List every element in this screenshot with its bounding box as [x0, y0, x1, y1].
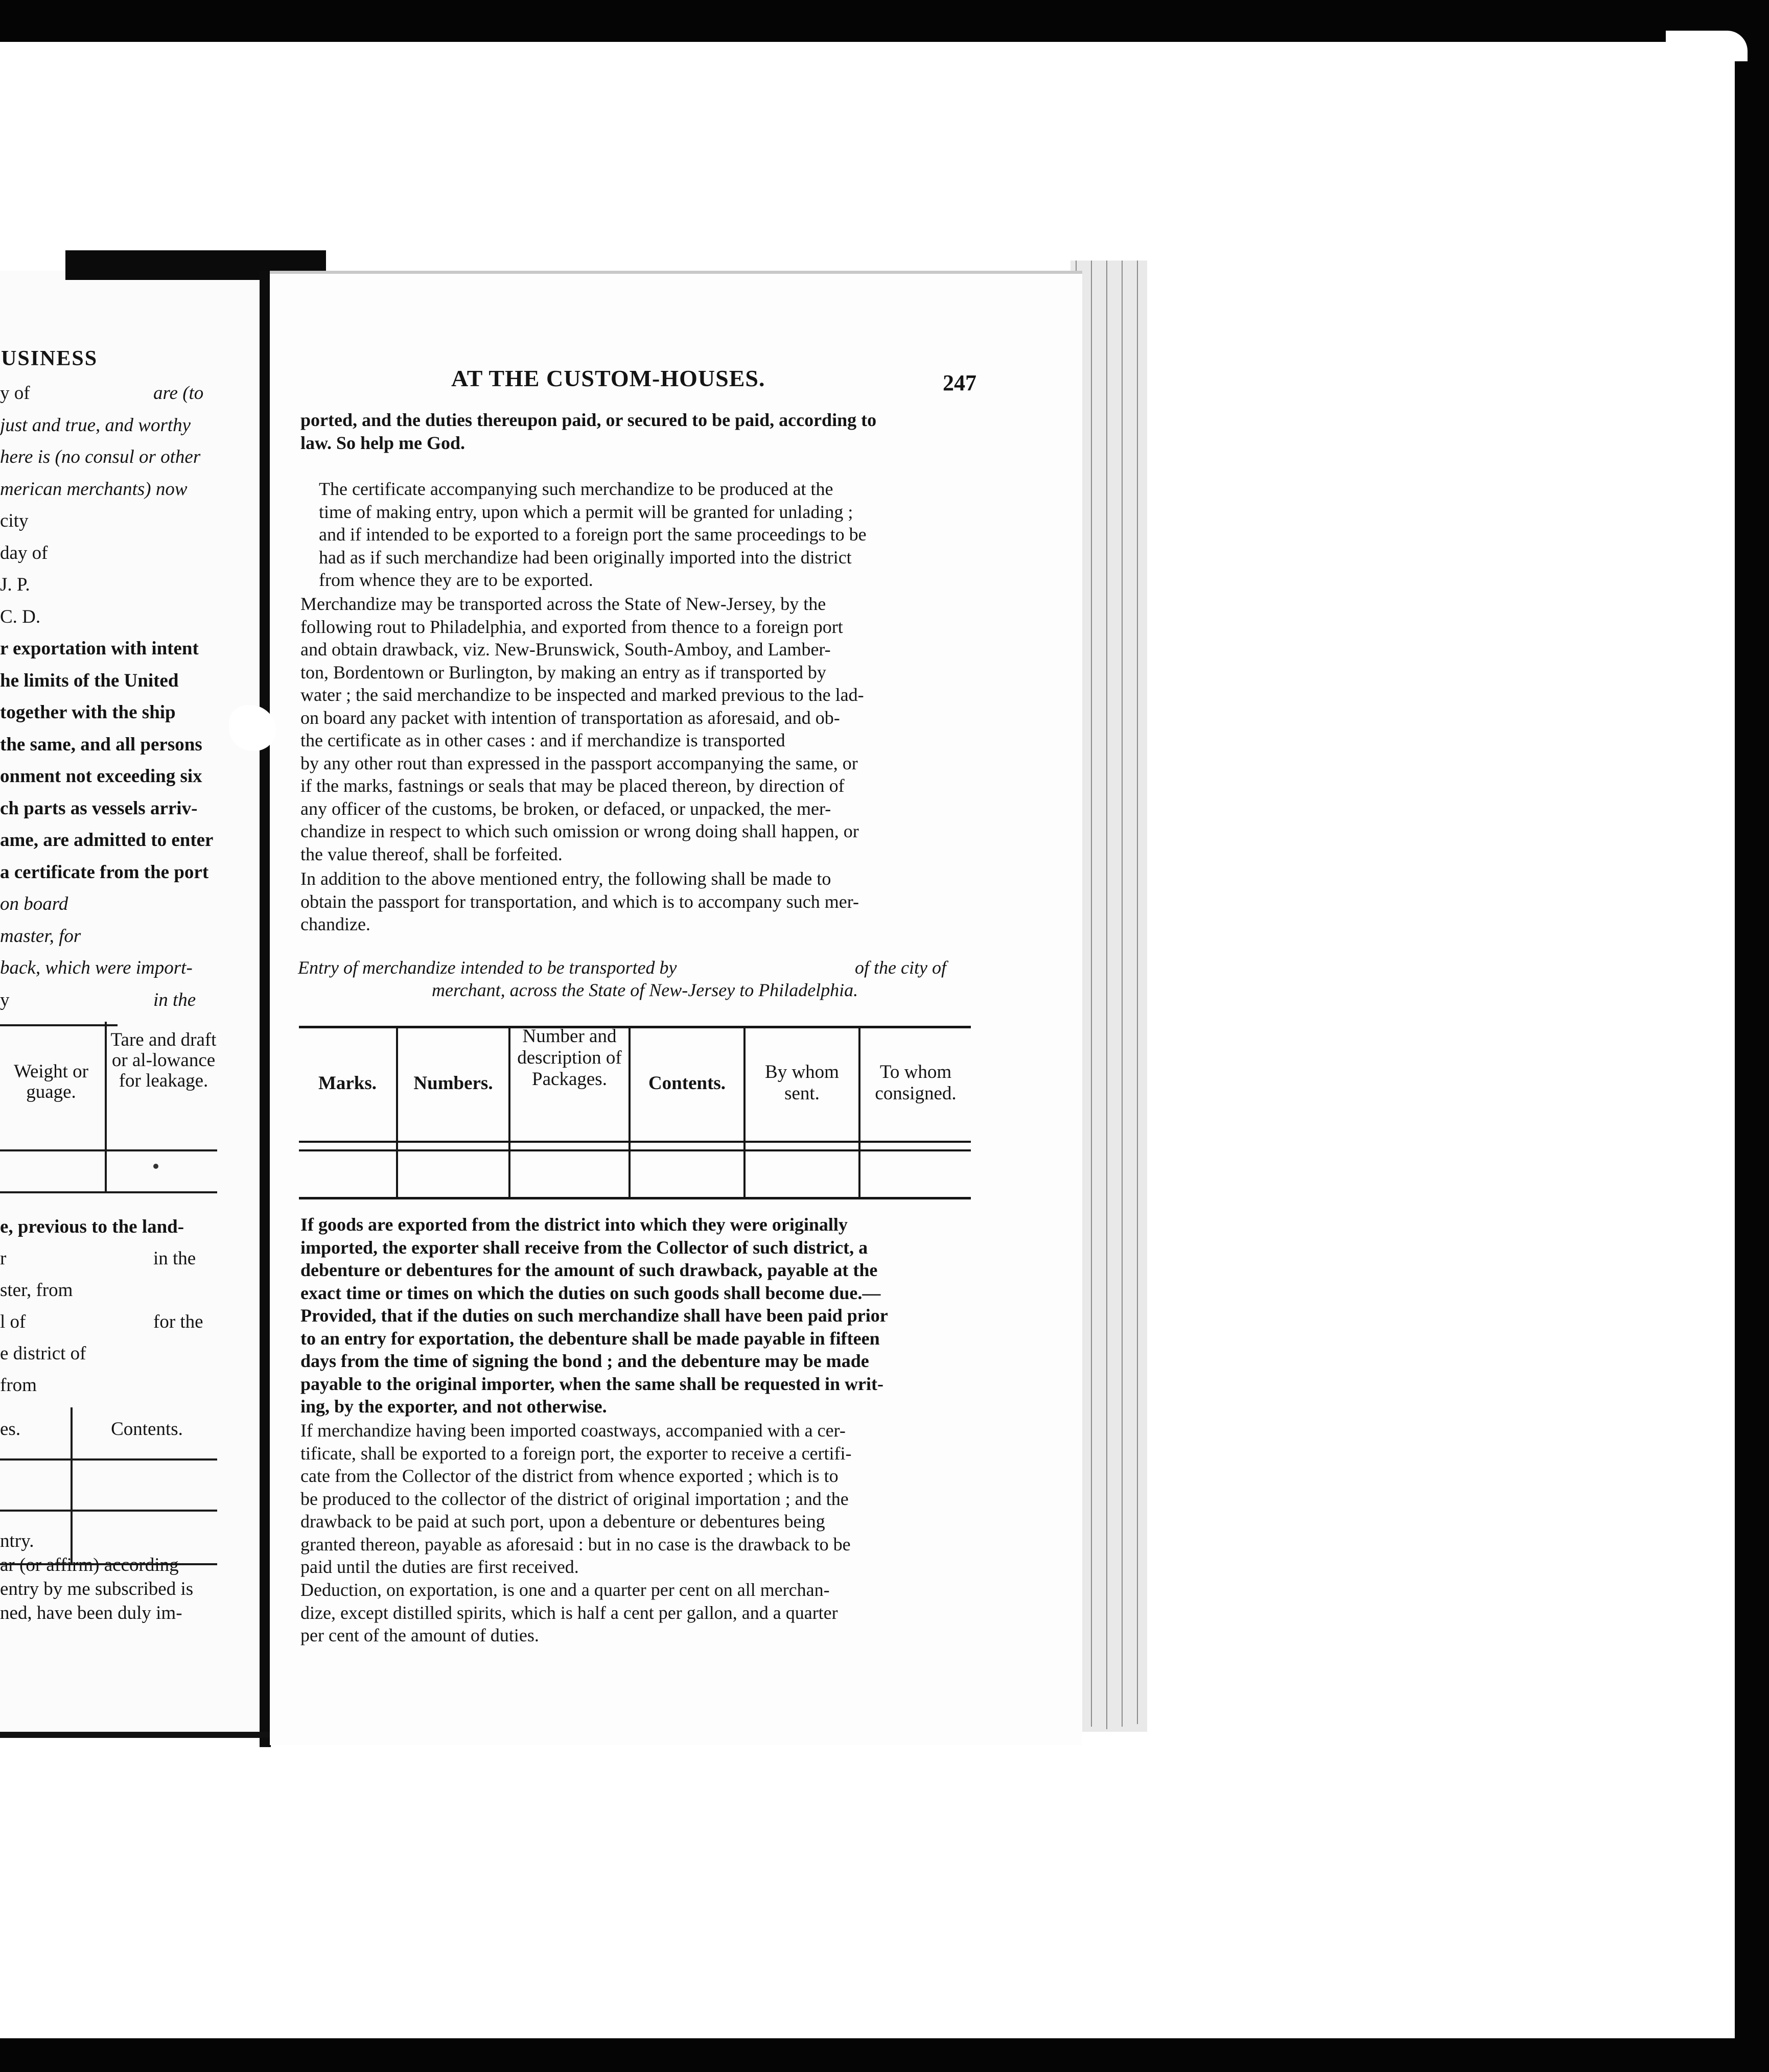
left-text-line: ned, have been duly im-	[0, 1603, 182, 1623]
page-number: 247	[943, 370, 976, 395]
text-line: by any other rout than expressed in the passport accompanying the same, or	[300, 752, 858, 773]
page-edge-line	[1137, 261, 1138, 1724]
left-text-line: ntry.	[0, 1531, 34, 1551]
left-text-line: C. D.	[0, 606, 41, 627]
entry-caption-line2: merchant, across the State of New-Jersey to Philadelphia.	[432, 980, 858, 1000]
col-contents: Contents.	[111, 1419, 183, 1440]
left-table-1-rule	[0, 1149, 217, 1151]
col-numbers: Numbers.	[413, 1073, 493, 1094]
text-line: The certificate accompanying such merchandize to be produced at the	[319, 479, 833, 499]
left-text-line: r exportation with intent	[0, 638, 199, 659]
left-text-line: e, previous to the land-	[0, 1216, 184, 1237]
left-text-line: y	[0, 989, 10, 1010]
text-line: tificate, shall be exported to a foreign port, the exporter to receive a certifi-	[300, 1443, 852, 1464]
text-line: imported, the exporter shall receive from the Collector of such district, a	[300, 1237, 868, 1258]
text-line: Provided, that if the duties on such merchandize shall have been paid prior	[300, 1305, 888, 1326]
left-text-line: a certificate from the port	[0, 861, 209, 883]
text-line: chandize in respect to which such omission or wrong doing shall happen, or	[300, 821, 859, 841]
left-text-line: ame, are admitted to enter	[0, 830, 214, 851]
left-text-line: ar (or affirm) according	[0, 1555, 179, 1575]
text-line: debenture or debentures for the amount of such drawback, payable at the	[300, 1260, 878, 1280]
left-text-line: day of	[0, 542, 48, 563]
scan-border-right	[1735, 0, 1769, 2072]
transport-entry-table	[299, 1026, 971, 1199]
left-text-line-right: for the	[153, 1311, 203, 1332]
table-col-line	[396, 1026, 398, 1197]
text-line: In addition to the above mentioned entry, the following shall be made to	[300, 868, 831, 889]
table-col-line	[858, 1026, 860, 1197]
left-text-line: entry by me subscribed is	[0, 1579, 194, 1599]
text-line: following rout to Philadelphia, and exported from thence to a foreign port	[300, 616, 843, 637]
text-line: had as if such merchandize had been originally imported into the district	[319, 547, 852, 568]
col-by-whom-sent: By whom sent.	[765, 1062, 839, 1104]
text-line: ported, and the duties thereupon paid, or secured to be paid, according to	[300, 410, 877, 430]
text-line: the value thereof, shall be forfeited.	[300, 843, 563, 864]
left-text-line: e district of	[0, 1343, 86, 1364]
left-text-line: just and true, and worthy	[0, 414, 191, 436]
paragraph-addition	[300, 867, 976, 936]
text-line: If merchandize having been imported coastways, accompanied with a cer-	[300, 1420, 846, 1441]
book-gutter	[260, 271, 271, 1747]
paragraph-deduction	[300, 1579, 976, 1647]
text-line: and if intended to be exported to a foreign port the same proceedings to be	[319, 524, 867, 545]
paragraph-certificate	[300, 478, 976, 592]
text-line: paid until the duties are first received.	[300, 1557, 579, 1577]
scan-border-top	[0, 0, 1769, 42]
text-line: payable to the original importer, when the same shall be requested in writ-	[300, 1373, 883, 1394]
text-line: granted thereon, payable as aforesaid : but in no case is the drawback to be	[300, 1534, 851, 1555]
table-rule-bottom	[299, 1197, 971, 1199]
text-line: Merchandize may be transported across the State of New-Jersey, by the	[300, 594, 826, 614]
left-text-line-right: in the	[153, 989, 196, 1010]
text-line: to an entry for exportation, the debenture shall be made payable in fifteen	[300, 1328, 880, 1349]
col-to-whom-consigned: To whom consigned.	[875, 1062, 957, 1104]
text-line: exact time or times on which the duties on such goods shall become due.—	[300, 1282, 881, 1303]
table-rule-mid	[299, 1149, 971, 1151]
text-line: on board any packet with intention of transportation as aforesaid, and ob-	[300, 707, 840, 728]
left-page-bottom-rule	[0, 1732, 307, 1738]
text-line: from whence they are to be exported.	[319, 570, 593, 590]
page-edge-line	[1122, 261, 1123, 1727]
left-text-line-right: in the	[153, 1248, 196, 1269]
text-line: ing, by the exporter, and not otherwise.	[300, 1396, 607, 1417]
left-text-line: ster, from	[0, 1280, 73, 1301]
intro-text	[300, 409, 976, 454]
scan-border-bottom	[0, 2038, 1769, 2072]
left-table-2-rule	[0, 1510, 217, 1512]
col-packages: Number and description of Packages.	[517, 1026, 622, 1090]
left-text-line: he limits of the United	[0, 670, 179, 691]
paragraph-coastways	[300, 1419, 976, 1579]
left-table-1-col-line	[105, 1022, 107, 1191]
left-text-line: back, which were import-	[0, 957, 193, 978]
text-line: time of making entry, upon which a permit will be granted for unlading ;	[319, 501, 853, 522]
text-line: water ; the said merchandize to be inspected and marked previous to the lad-	[300, 685, 864, 705]
right-running-head: AT THE CUSTOM-HOUSES.	[451, 365, 765, 391]
left-text-line-right: are (to	[153, 383, 204, 404]
text-line: Deduction, on exportation, is one and a quarter per cent on all merchan-	[300, 1580, 830, 1600]
left-text-line: on board	[0, 893, 68, 914]
left-text-line: onment not exceeding six	[0, 766, 202, 787]
text-line: if the marks, fastnings or seals that may be placed thereon, by direction of	[300, 775, 845, 796]
text-line: If goods are exported from the district into which they were originally	[300, 1214, 848, 1235]
col-marks: Marks.	[318, 1073, 377, 1094]
left-text-line: the same, and all persons	[0, 734, 202, 755]
entry-caption-line1b: of the city of	[855, 957, 946, 978]
left-text-line: J. P.	[0, 574, 30, 595]
left-text-line: master, for	[0, 925, 81, 947]
col-contents: Contents.	[648, 1073, 726, 1094]
col-es: es.	[0, 1419, 21, 1440]
text-line: be produced to the collector of the district of original importation ; and the	[300, 1488, 849, 1509]
text-line: per cent of the amount of duties.	[300, 1625, 539, 1645]
ink-dot-icon	[153, 1164, 158, 1169]
left-table-1-rule	[0, 1191, 217, 1193]
scan-corner	[1666, 31, 1748, 61]
entry-caption	[298, 956, 973, 1001]
text-line: days from the time of signing the bond ; and the debenture may be made	[300, 1351, 869, 1371]
left-text-line: r	[0, 1248, 7, 1269]
text-line: the certificate as in other cases : and if merchandize is transported	[300, 730, 785, 750]
left-table-2-rule	[0, 1458, 217, 1461]
left-text-line: merican merchants) now	[0, 478, 188, 500]
text-line: chandize.	[300, 914, 370, 934]
table-col-line	[743, 1026, 746, 1197]
paragraph-new-jersey	[300, 593, 976, 865]
text-line: any officer of the customs, be broken, or defaced, or unpacked, the mer-	[300, 798, 831, 819]
col-weight: Weight or guage.	[13, 1061, 88, 1102]
page-edge-line	[1106, 261, 1107, 1729]
text-line: law. So help me God.	[300, 432, 465, 453]
text-line: and obtain drawback, viz. New-Brunswick, South-Amboy, and Lamber-	[300, 639, 831, 660]
text-line: dize, except distilled spirits, which is half a cent per gallon, and a quarter	[300, 1602, 838, 1623]
entry-caption-line1a: Entry of merchandize intended to be transported by	[298, 957, 677, 978]
text-line: drawback to be paid at such port, upon a debenture or debentures being	[300, 1511, 825, 1532]
paragraph-drawback	[300, 1213, 976, 1418]
left-text-line: together with the ship	[0, 702, 176, 723]
left-text-line: from	[0, 1375, 37, 1396]
left-text-line: l of	[0, 1311, 26, 1332]
text-line: ton, Bordentown or Burlington, by making an entry as if transported by	[300, 662, 826, 682]
table-col-line	[629, 1026, 631, 1197]
left-text-line: y of	[0, 383, 30, 404]
left-text-line: here is (no consul or other	[0, 446, 201, 467]
left-text-line: ch parts as vessels arriv-	[0, 797, 198, 819]
table-rule-top	[299, 1026, 971, 1028]
text-line: obtain the passport for transportation, and which is to accompany such mer-	[300, 891, 859, 912]
left-running-head: USINESS	[1, 347, 98, 370]
left-text-line: city	[0, 510, 29, 531]
left-table-1-rule	[0, 1024, 118, 1026]
col-tare: Tare and draft or al-lowance for leakage.	[110, 1029, 217, 1091]
left-table-2-col-line	[71, 1407, 73, 1563]
table-rule-mid	[299, 1141, 971, 1143]
text-line: cate from the Collector of the district from whence exported ; which is to	[300, 1466, 839, 1486]
page-edge-line	[1091, 261, 1092, 1727]
